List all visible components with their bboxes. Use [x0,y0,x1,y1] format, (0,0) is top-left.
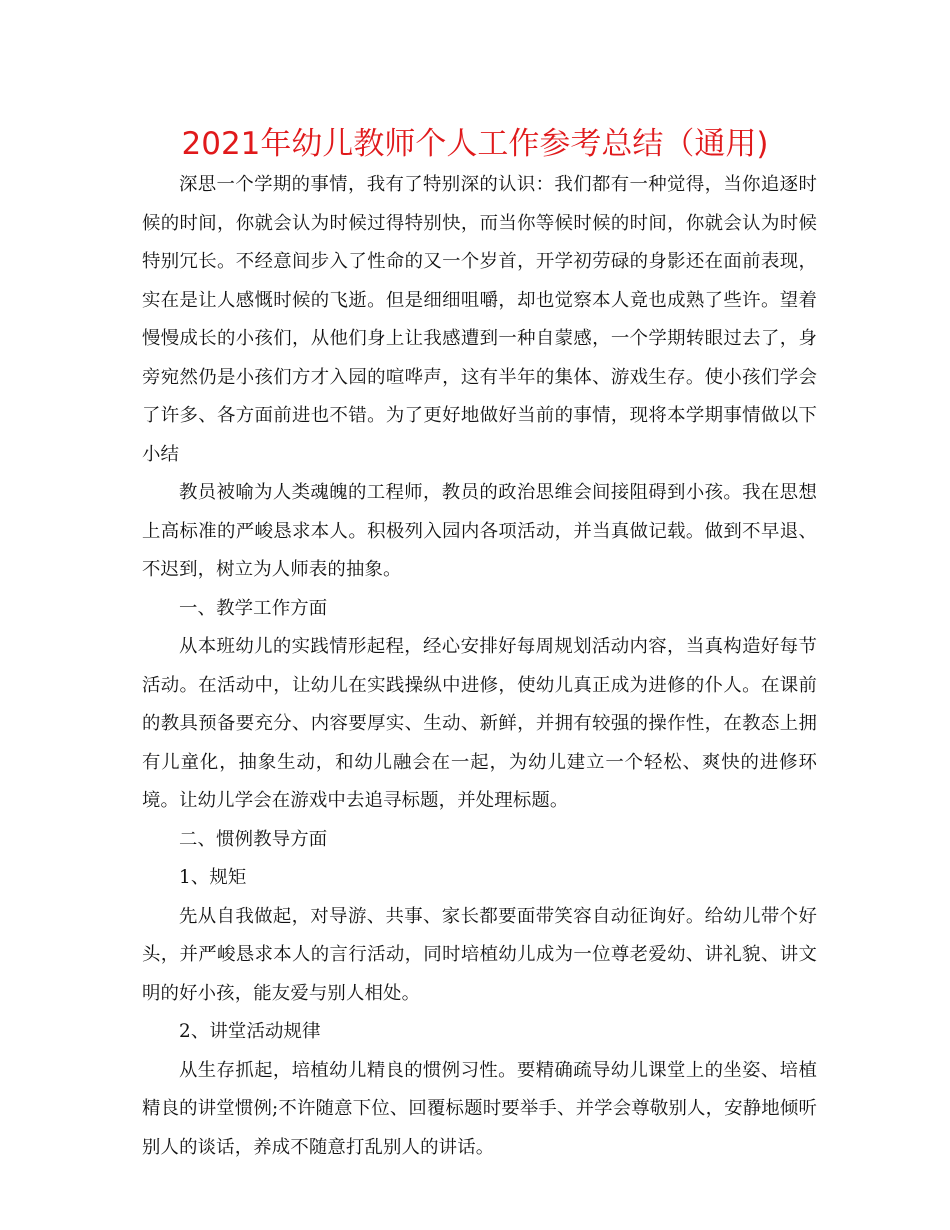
document-body [142,166,817,1167]
document-title: 2021年幼儿教师个人工作参考总结（通用) [181,126,769,162]
section-heading-teaching: 一、教学工作方面 [179,597,328,619]
subheading-classroom-rules: 2、讲堂活动规律 [179,1021,321,1042]
paragraph-manners: 先从自我做起，对导游、共事、家长都要面带笑容自动征询好。给幼儿带个好头，并严峻恳求本人的言行活动，同时培植幼儿成为一位尊老爱幼、讲礼貌、讲文明的好小孩，能友爱与别人相处。 [142,905,817,1004]
section-heading-routine: 二、惯例教导方面 [179,828,328,850]
subheading-manners: 1、规矩 [179,867,247,888]
paragraph-intro: 深思一个学期的事情，我有了特别深的认识：我们都有一种觉得，当你追逐时候的时间，你就会认为时候过得特别快，而当你等候时候的时间，你就会认为时候特别冗长。不经意间步入了性命的又一个岁首，开学初劳碌的身影还在面前表现，实在是让人感慨时候的飞逝。但是细细咀嚼，却也觉察本人竟也成熟了些许。望着慢慢成长的小孩们，从他们身上让我感遭到一种自蒙感，一个学期转眼过去了，身旁宛然仍是小孩们方才入园的喧哗声，这有半年的集体、游戏生存。使小孩们学会了许多、各方面前进也不错。为了更好地做好当前的事情，现将本学期事情做以下小结 [142,174,817,465]
paragraph-classroom-rules: 从生存抓起，培植幼儿精良的惯例习性。要精确疏导幼儿课堂上的坐姿、培植精良的讲堂惯例;不许随意下位、回覆标题时要举手、并学会尊敬别人，安静地倾听别人的谈话，养成不随意打乱别人的讲话。 [142,1059,817,1158]
paragraph-teaching: 从本班幼儿的实践情形起程，经心安排好每周规划活动内容，当真构造好每节活动。在活动中，让幼儿在实践操纵中进修，使幼儿真正成为进修的仆人。在课前的教具预备要充分、内容要厚实、生动、新鲜，并拥有较强的操作性，在教态上拥有儿童化，抽象生动，和幼儿融会在一起，为幼儿建立一个轻松、爽快的进修环境。让幼儿学会在游戏中去追寻标题，并处理标题。 [142,636,817,811]
paragraph-teacher-role: 教员被喻为人类魂魄的工程师，教员的政治思维会间接阻碍到小孩。我在思想上高标准的严峻恳求本人。积极列入园内各项活动，并当真做记载。做到不早退、不迟到，树立为人师表的抽象。 [142,482,817,580]
